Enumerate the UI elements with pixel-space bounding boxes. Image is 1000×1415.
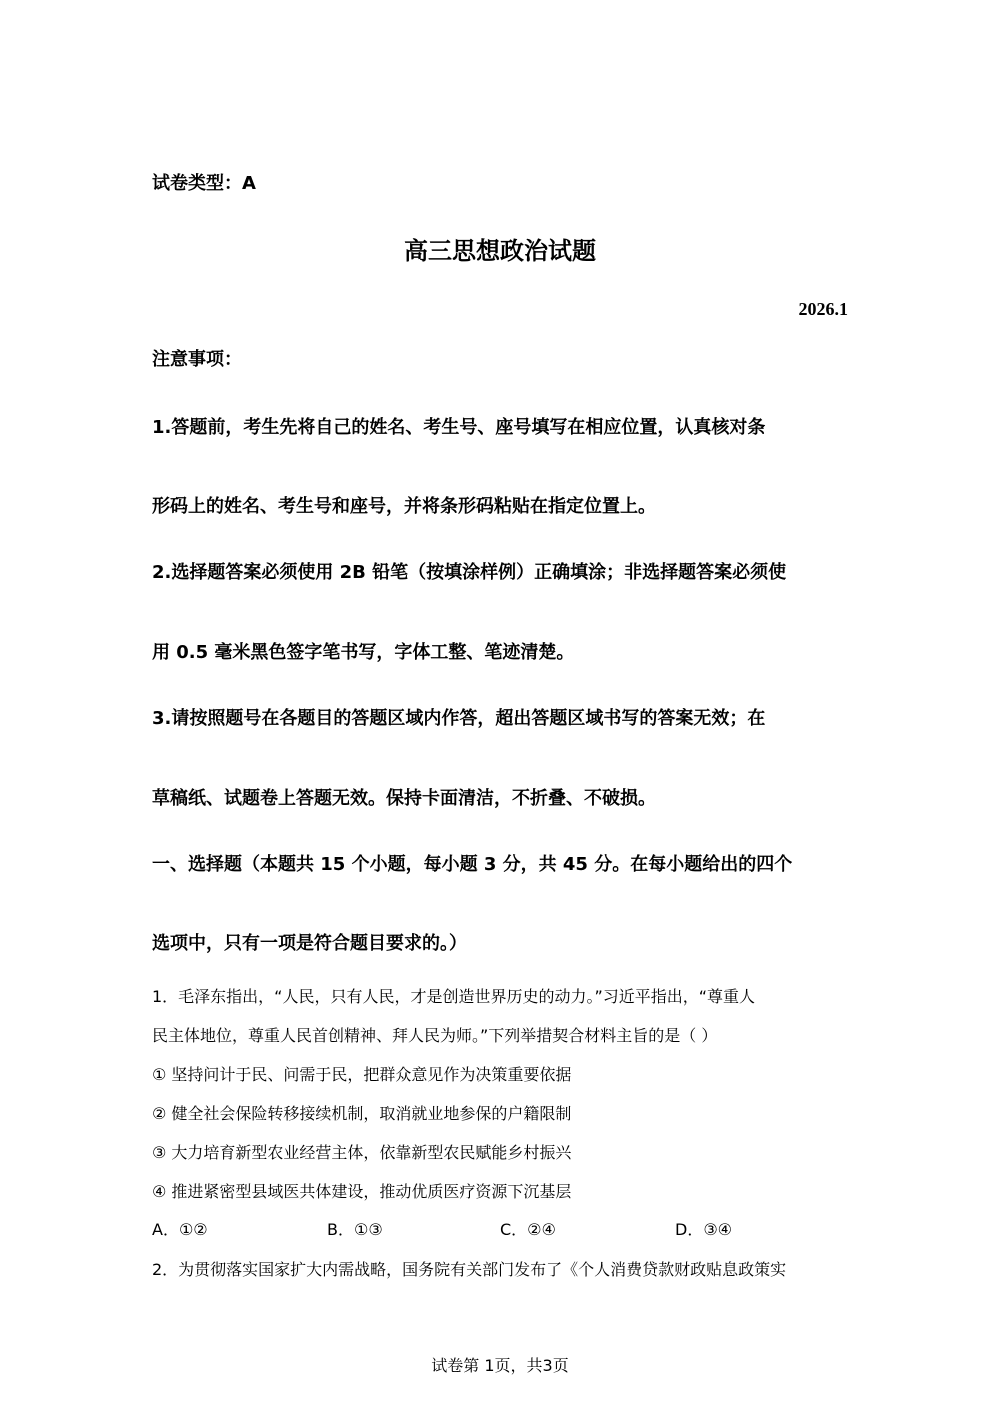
notice-heading: 注意事项： (152, 349, 242, 370)
section-heading-line-2: 选项中，只有一项是符合题目要求的。） (152, 933, 467, 954)
question-1-item-4: ④ 推进紧密型县域医共体建设，推动优质医疗资源下沉基层 (152, 1182, 572, 1201)
notice-line-6: 草稿纸、试题卷上答题无效。保持卡面清洁，不折叠、不破损。 (152, 788, 656, 809)
question-1-item-1: ① 坚持问计于民、问需于民，把群众意见作为决策重要依据 (152, 1065, 572, 1084)
exam-date: 2026.1 (798, 299, 848, 319)
notice-line-1: 1.答题前，考生先将自己的姓名、考生号、座号填写在相应位置，认真核对条 (152, 417, 766, 438)
notice-line-2: 形码上的姓名、考生号和座号，并将条形码粘贴在指定位置上。 (152, 496, 656, 517)
question-1-option-b: B．①③ (327, 1220, 383, 1239)
notice-line-5: 3.请按照题号在各题目的答题区域内作答，超出答题区域书写的答案无效；在 (152, 708, 766, 729)
paper-type-label: 试卷类型：A (152, 173, 256, 194)
question-1-item-2: ② 健全社会保险转移接续机制，取消就业地参保的户籍限制 (152, 1104, 572, 1123)
question-1-option-c: C．②④ (500, 1220, 556, 1239)
notice-line-4: 用 0.5 毫米黑色签字笔书写，字体工整、笔迹清楚。 (152, 642, 575, 663)
question-1-option-d: D．③④ (675, 1220, 733, 1239)
question-1-stem-line-2: 民主体地位，尊重人民首创精神、拜人民为师。”下列举措契合材料主旨的是（ ） (152, 1026, 718, 1045)
notice-line-3: 2.选择题答案必须使用 2B 铅笔（按填涂样例）正确填涂；非选择题答案必须使 (152, 562, 787, 583)
section-heading-line-1: 一、选择题（本题共 15 个小题，每小题 3 分，共 45 分。在每小题给出的四个 (152, 854, 793, 875)
question-2-stem-line-1: 2．为贯彻落实国家扩大内需战略，国务院有关部门发布了《个人消费贷款财政贴息政策实 (152, 1260, 787, 1279)
question-1-option-a: A．①② (152, 1220, 208, 1239)
question-1-item-3: ③ 大力培育新型农业经营主体，依靠新型农民赋能乡村振兴 (152, 1143, 572, 1162)
question-1-stem-line-1: 1．毛泽东指出，“人民，只有人民，才是创造世界历史的动力。”习近平指出，“尊重人 (152, 987, 756, 1006)
page-footer: 试卷第 1页，共3页 (431, 1356, 569, 1375)
exam-title: 高三思想政治试题 (404, 237, 596, 265)
